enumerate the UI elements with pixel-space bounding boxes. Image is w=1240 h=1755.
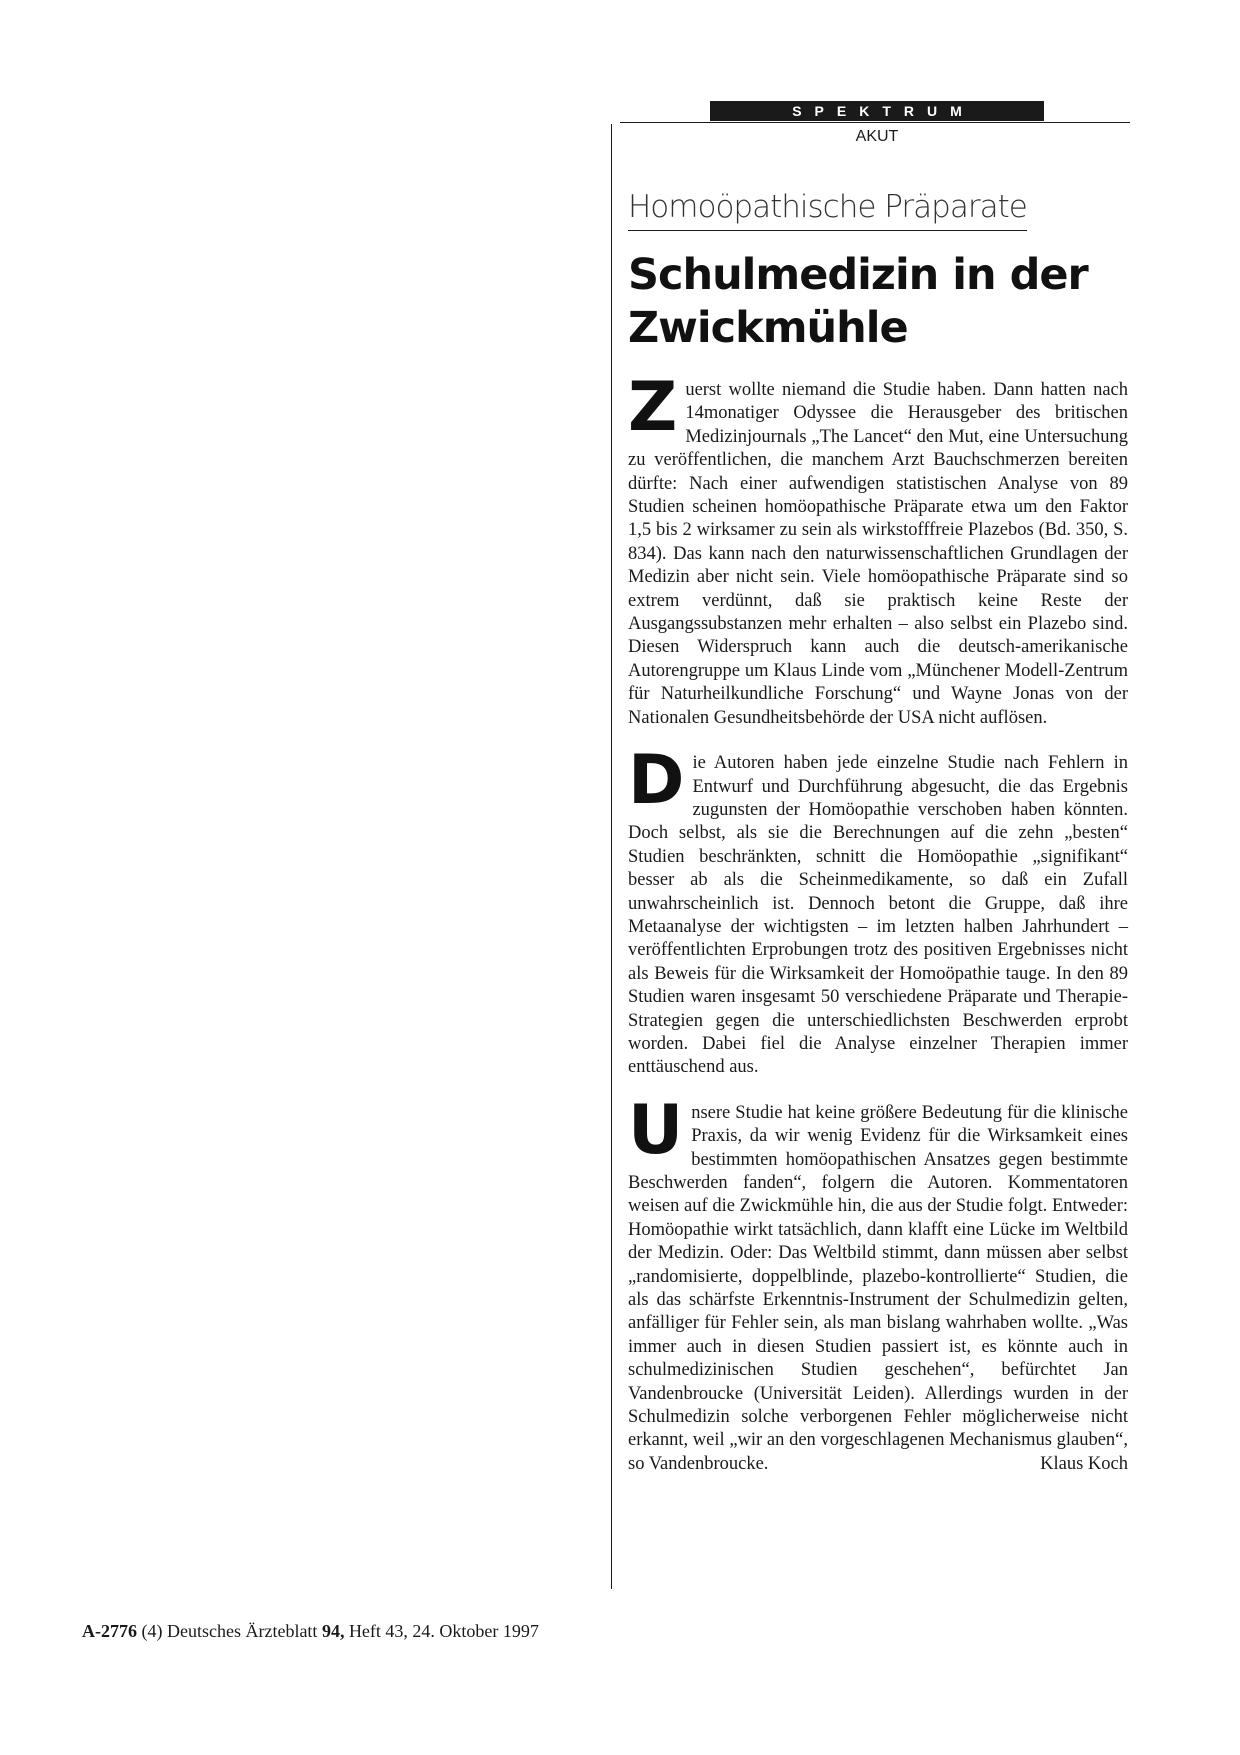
author-signature: Klaus Koch: [1040, 1453, 1128, 1474]
journal-issue: Heft 43, 24. Oktober 1997: [348, 1621, 539, 1641]
section-header-bar: SPEKTRUM: [710, 101, 1044, 121]
article-paragraph-1: [628, 368, 1128, 730]
article-kicker: Homoöpathische Präparate: [628, 188, 1027, 231]
dropcap: U: [628, 1090, 684, 1170]
article-headline: Schulmedizin in der Zwickmühle: [628, 250, 1088, 353]
dropcap: Z: [628, 368, 678, 447]
article-paragraph-2: [628, 741, 1128, 1080]
subsection-label: AKUT: [855, 128, 899, 145]
column-rule: [611, 124, 612, 1589]
journal-name: (4) Deutsches Ärzteblatt: [141, 1621, 318, 1641]
page-footer: [82, 1621, 539, 1642]
article-paragraph-3: [628, 1090, 1128, 1477]
dropcap: D: [628, 741, 685, 821]
journal-volume: 94,: [321, 1621, 345, 1641]
page-number: A-2776: [82, 1621, 137, 1641]
paragraph-text: uerst wollte niemand die Studie haben. Dann hatten nach 14monatiger Odyssee die Herausgeber des britischen Medizinjournals „The Lancet“ den Mut, eine Untersuchung zu veröffentlichen, die manchem Arzt Bauchschmerzen bereiten dürfte: Nach einer aufwendigen statistischen Analyse von 89 Studien scheinen homöopathische Präparate etwa um den Faktor 1,5 bis 2 wirksamer zu sein als wirkstofffreie Plazebos (Bd. 350, S. 834). Das kann nach den naturwissenschaftlichen Grundlagen der Medizin aber nicht sein. Viele homöopathische Präparate sind so extrem verdünnt, daß sie praktisch keine Reste der Ausgangssubstanzen mehr erhalten – also selbst ein Plazebo sind. Diesen Widerspruch kann auch die deutsch-amerikanische Autorengruppe um Klaus Linde vom „Münchener Modell-Zentrum für Naturheilkundliche Forschung“ und Wayne Jonas von der Nationalen Gesundheitsbehörde der USA nicht auflösen.: [628, 380, 1128, 728]
paragraph-text: ie Autoren haben jede einzelne Studie nach Fehlern in Entwurf und Durchführung abgesucht, die das Ergebnis zugunsten der Homöopathie verschoben haben könnten. Doch selbst, als sie die Berechnungen auf die zehn „besten“ Studien beschränkten, schnitt die Homöopathie „signifikant“ besser ab als die Scheinmedikamente, so daß ein Zufall unwahrscheinlich ist. Dennoch betont die Gruppe, daß ihre Metaanalyse der wichtigsten – im letzten halben Jahrhundert – veröffentlichten Erprobungen trotz des positiven Ergebnisses nicht als Beweis für die Wirksamkeit der Homoöpathie tauge. In den 89 Studien waren insgesamt 50 verschiedene Präparate und Therapie-Strategien gegen die unterschiedlichsten Beschwerden erprobt worden. Dabei fiel die Analyse einzelner Therapien immer enttäuschend aus.: [628, 753, 1128, 1078]
paragraph-text: nsere Studie hat keine größere Bedeutung für die klinische Praxis, da wir wenig Evidenz für die Wirksamkeit eines bestimmten homöopathischen Ansatzes gegen bestimmte Beschwerden fanden“, folgern die Autoren. Kommentatoren weisen auf die Zwickmühle hin, die aus der Studie folgt. Entweder: Homöopathie wirkt tatsächlich, dann klafft eine Lücke im Weltbild der Medizin. Oder: Das Weltbild stimmt, dann müssen aber selbst „randomisierte, doppelblinde, plazebo-kontrollierte“ Studien, die als das schärfste Erkenntnis-Instrument der Schulmedizin gelten, anfälliger für Fehler sein, als man bislang wahrhaben wollte. „Was immer auch in diesen Studien passiert ist, es könnte auch in schulmedizinischen Studien geschehen“, befürchtet Jan Vandenbroucke (Universität Leiden). Allerdings wurden in der Schulmedizin solche verborgenen Fehler möglicherweise nicht erkannt, weil „wir an den vorgeschlagenen Mechanismus glauben“, so Vandenbroucke.: [628, 1102, 1128, 1474]
header-rule: [620, 122, 1130, 123]
article: [628, 188, 1128, 1476]
